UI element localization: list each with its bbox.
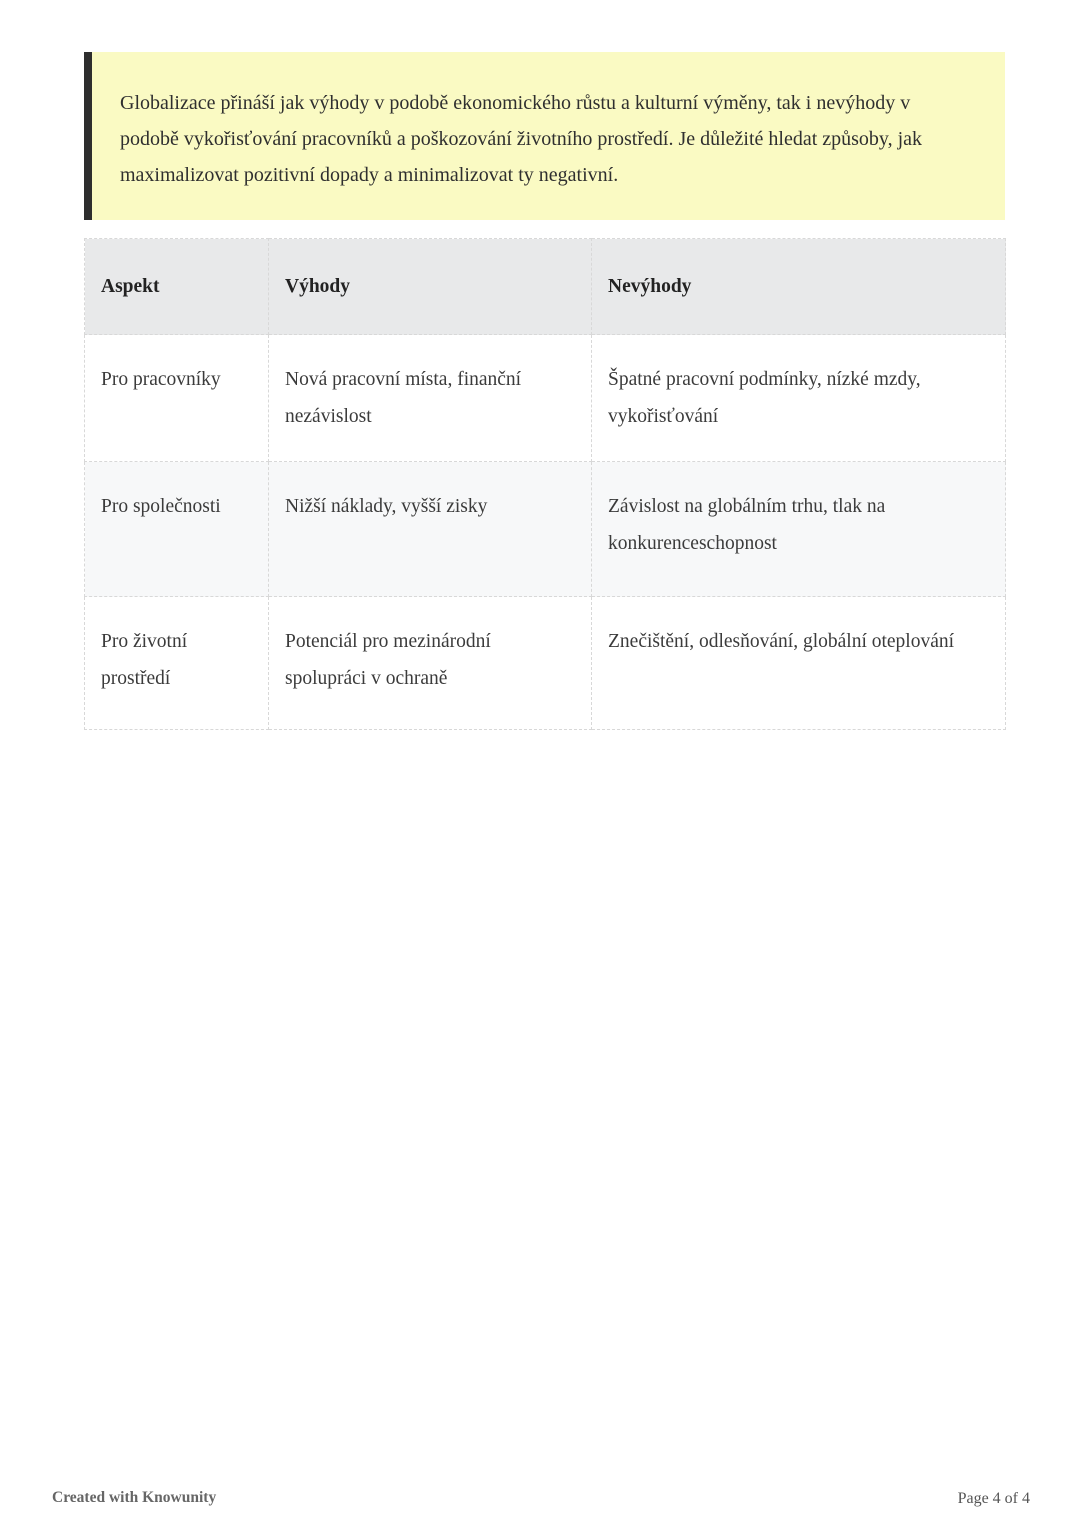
cell-disadvantages: Špatné pracovní podmínky, nízké mzdy, vykořisťování	[592, 335, 1006, 462]
table-row-companies	[85, 462, 1006, 597]
cell-advantages: Potenciál pro mezinárodní spolupráci v ochraně	[269, 597, 592, 730]
table-row-workers	[85, 335, 1006, 462]
callout-note	[84, 52, 1005, 220]
table-row-environment	[85, 597, 1006, 730]
callout-text: Globalizace přináší jak výhody v podobě ekonomického růstu a kulturní výměny, tak i nevýhody v podobě vykořisťování pracovníků a poškozování životního prostředí. Je důležité hledat způsoby, jak maximalizovat pozitivní dopady a minimalizovat ty negativní.	[120, 92, 923, 186]
footer-page-number: Page 4 of 4	[957, 1490, 1030, 1507]
table-header-aspekt: Aspekt	[85, 239, 269, 335]
cell-disadvantages: Závislost na globálním trhu, tlak na konkurenceschopnost	[592, 462, 1006, 597]
cell-disadvantages: Znečištění, odlesňování, globální oteplování	[592, 597, 1006, 730]
table-header-vyhody: Výhody	[269, 239, 592, 335]
cell-aspect: Pro životní prostředí	[85, 597, 269, 730]
footer-credit: Created with Knowunity	[52, 1489, 217, 1506]
cell-aspect: Pro společnosti	[85, 462, 269, 597]
cell-aspect: Pro pracovníky	[85, 335, 269, 462]
comparison-table	[84, 238, 1006, 730]
table-header-nevyhody: Nevýhody	[592, 239, 1006, 335]
cell-advantages: Nižší náklady, vyšší zisky	[269, 462, 592, 597]
document-page	[0, 0, 1080, 730]
cell-advantages: Nová pracovní místa, finanční nezávislost	[269, 335, 592, 462]
table-header-row	[85, 239, 1006, 335]
